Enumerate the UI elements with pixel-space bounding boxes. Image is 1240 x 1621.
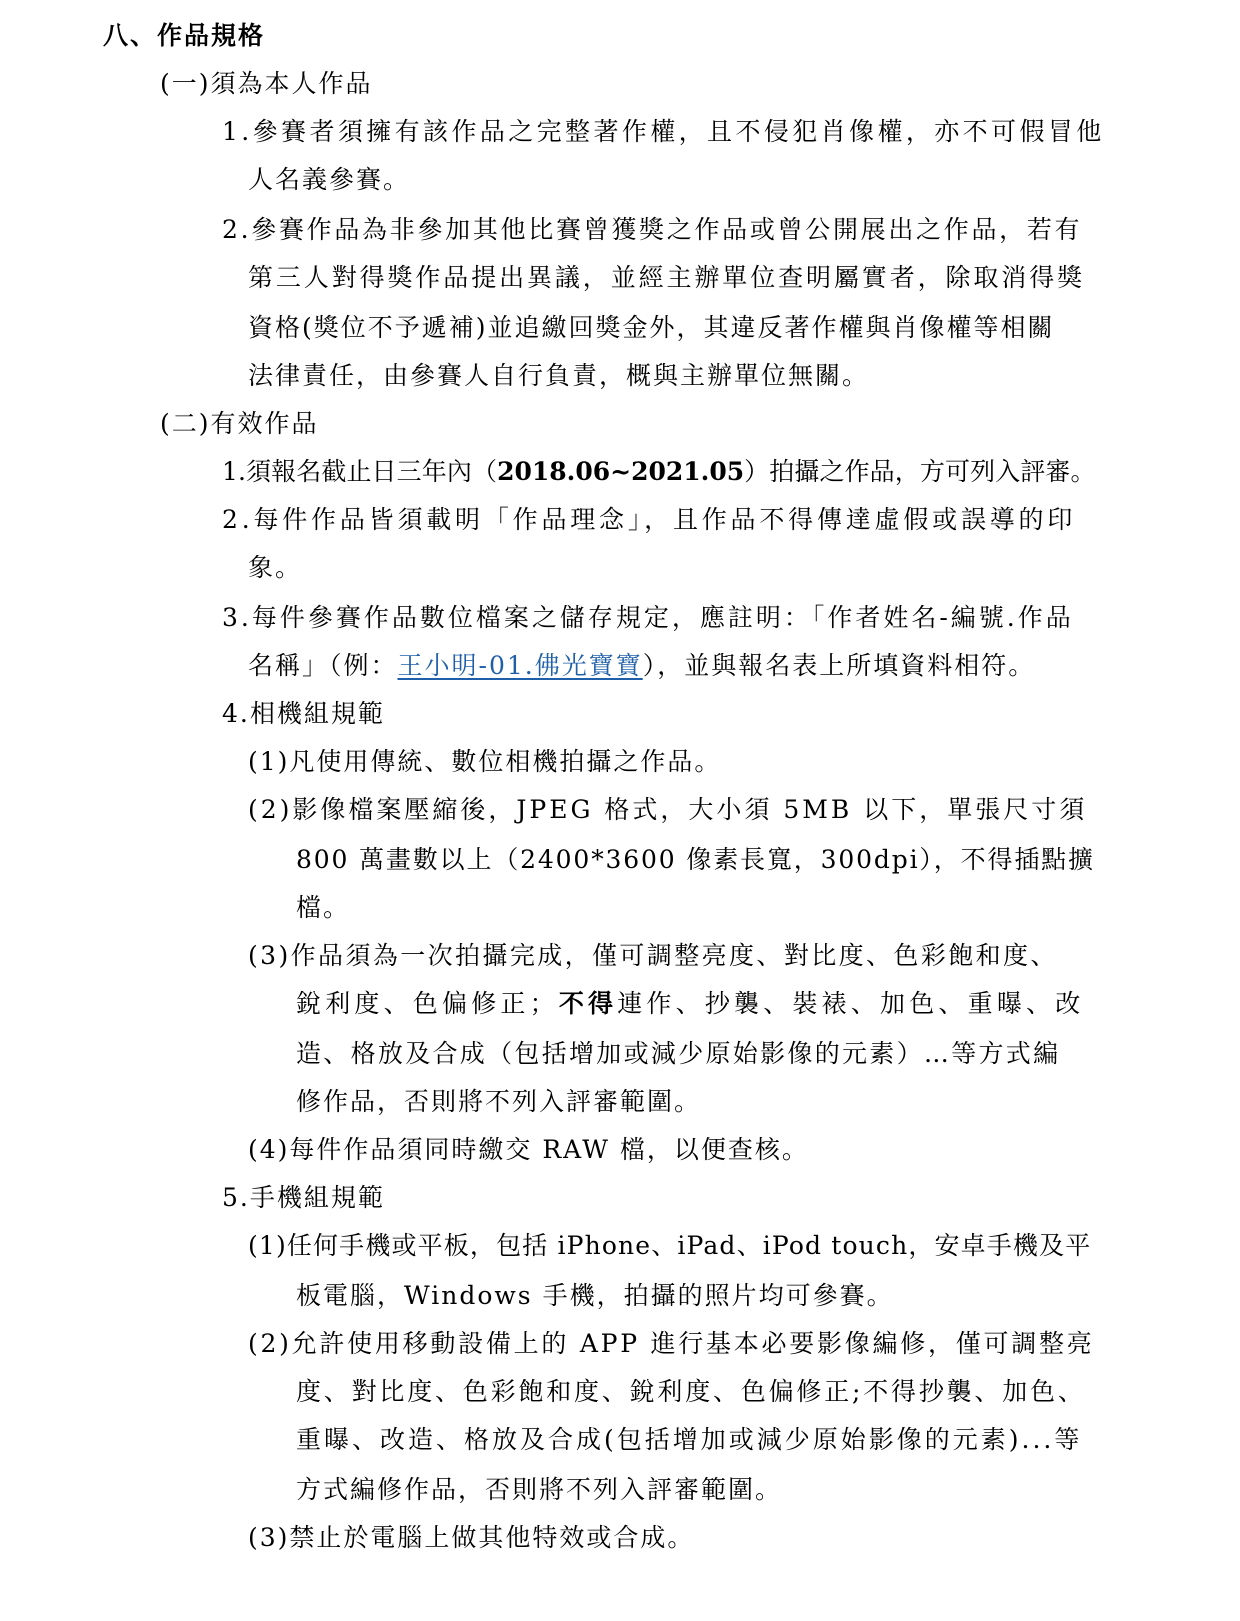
camera-rule-3-line2-prefix: 銳利度、色偏修正；: [296, 989, 559, 1018]
phone-rule-1-line1: (1)任何手機或平板，包括 iPhone、iPad、iPod touch，安卓手機及平: [248, 1231, 1092, 1260]
phone-rule-1-line2: 板電腦，Windows 手機，拍攝的照片均可參賽。: [296, 1281, 894, 1310]
part2-item1-dates: 2018.06~2021.05: [497, 457, 745, 486]
camera-rule-2-line3: 檔。: [296, 893, 351, 922]
camera-rule-3-line2-bold: 不得: [558, 989, 618, 1018]
part2-item2-line2: 象。: [248, 553, 303, 582]
phone-rule-2-line4: 方式編修作品，否則將不列入評審範圍。: [296, 1475, 783, 1504]
part2-item1-suffix: ）拍攝之作品，方可列入評審。: [744, 457, 1096, 486]
part2-item3-line2-suffix: ），並與報名表上所填資料相符。: [642, 651, 1036, 680]
part2-heading: (二)有效作品: [160, 409, 319, 438]
part2-item2-line1: 2.每件作品皆須載明「作品理念」，且作品不得傳達虛假或誤導的印: [222, 505, 1077, 534]
camera-rules-heading: 4.相機組規範: [222, 699, 385, 728]
phone-rule-2-line3: 重曝、改造、格放及合成(包括增加或減少原始影像的元素)...等: [296, 1425, 1083, 1454]
part1-item1-line2: 人名義參賽。: [248, 165, 411, 194]
part1-item2-line4: 法律責任，由參賽人自行負責，概與主辦單位無關。: [248, 361, 870, 390]
camera-rule-2-line2: 800 萬畫數以上（2400*3600 像素長寬，300dpi），不得插點擴: [296, 845, 1095, 874]
camera-rule-3-line3: 造、格放及合成（包括增加或減少原始影像的元素）…等方式編: [296, 1039, 1061, 1068]
part2-item3-line1: 3.每件參賽作品數位檔案之儲存規定，應註明：「作者姓名-編號.作品: [222, 603, 1074, 632]
part1-item2-line3: 資格(獎位不予遞補)並追繳回獎金外，其違反著作權與肖像權等相關: [248, 313, 1055, 342]
camera-rule-4: (4)每件作品須同時繳交 RAW 檔，以便查核。: [248, 1135, 809, 1164]
example-filename-link[interactable]: 王小明-01.佛光寶寶: [397, 651, 643, 680]
camera-rule-2-line1: (2)影像檔案壓縮後，JPEG 格式，大小須 5MB 以下，單張尺寸須: [248, 795, 1088, 824]
part1-heading: (一)須為本人作品: [160, 69, 373, 98]
camera-rule-3-line4: 修作品，否則將不列入評審範圍。: [296, 1087, 702, 1116]
camera-rule-3-line2: [296, 986, 1084, 1022]
section-title: 八、作品規格: [103, 21, 266, 50]
camera-rule-3-line2-suffix: 連作、抄襲、裝裱、加色、重曝、改: [617, 989, 1085, 1018]
part1-item2-line2: 第三人對得獎作品提出異議，並經主辦單位查明屬實者，除取消得獎: [248, 263, 1086, 292]
camera-rule-3-line1: (3)作品須為一次拍攝完成，僅可調整亮度、對比度、色彩飽和度、: [248, 941, 1058, 970]
phone-rules-heading: 5.手機組規範: [222, 1183, 385, 1212]
part2-item3-line2-prefix: 名稱」（例：: [248, 651, 398, 680]
part2-item3-line2: [248, 648, 1035, 684]
part1-item1-line1-text: 1.參賽者須擁有該作品之完整著作權，且不侵犯肖像權，亦不可假冒他: [222, 117, 1105, 146]
part2-item1-line: [222, 454, 1096, 490]
phone-rule-2-line1: (2)允許使用移動設備上的 APP 進行基本必要影像編修，僅可調整亮: [248, 1329, 1095, 1358]
part1-item1-line1: [222, 114, 1105, 150]
phone-rule-2-line2: 度、對比度、色彩飽和度、銳利度、色偏修正;不得抄襲、加色、: [296, 1377, 1086, 1406]
part1-item2-line1: 2.參賽作品為非參加其他比賽曾獲獎之作品或曾公開展出之作品，若有: [222, 215, 1083, 244]
phone-rule-3: (3)禁止於電腦上做其他特效或合成。: [248, 1523, 695, 1552]
camera-rule-1: (1)凡使用傳統、數位相機拍攝之作品。: [248, 747, 722, 776]
part2-item1-prefix: 1.須報名截止日三年內（: [222, 457, 498, 486]
